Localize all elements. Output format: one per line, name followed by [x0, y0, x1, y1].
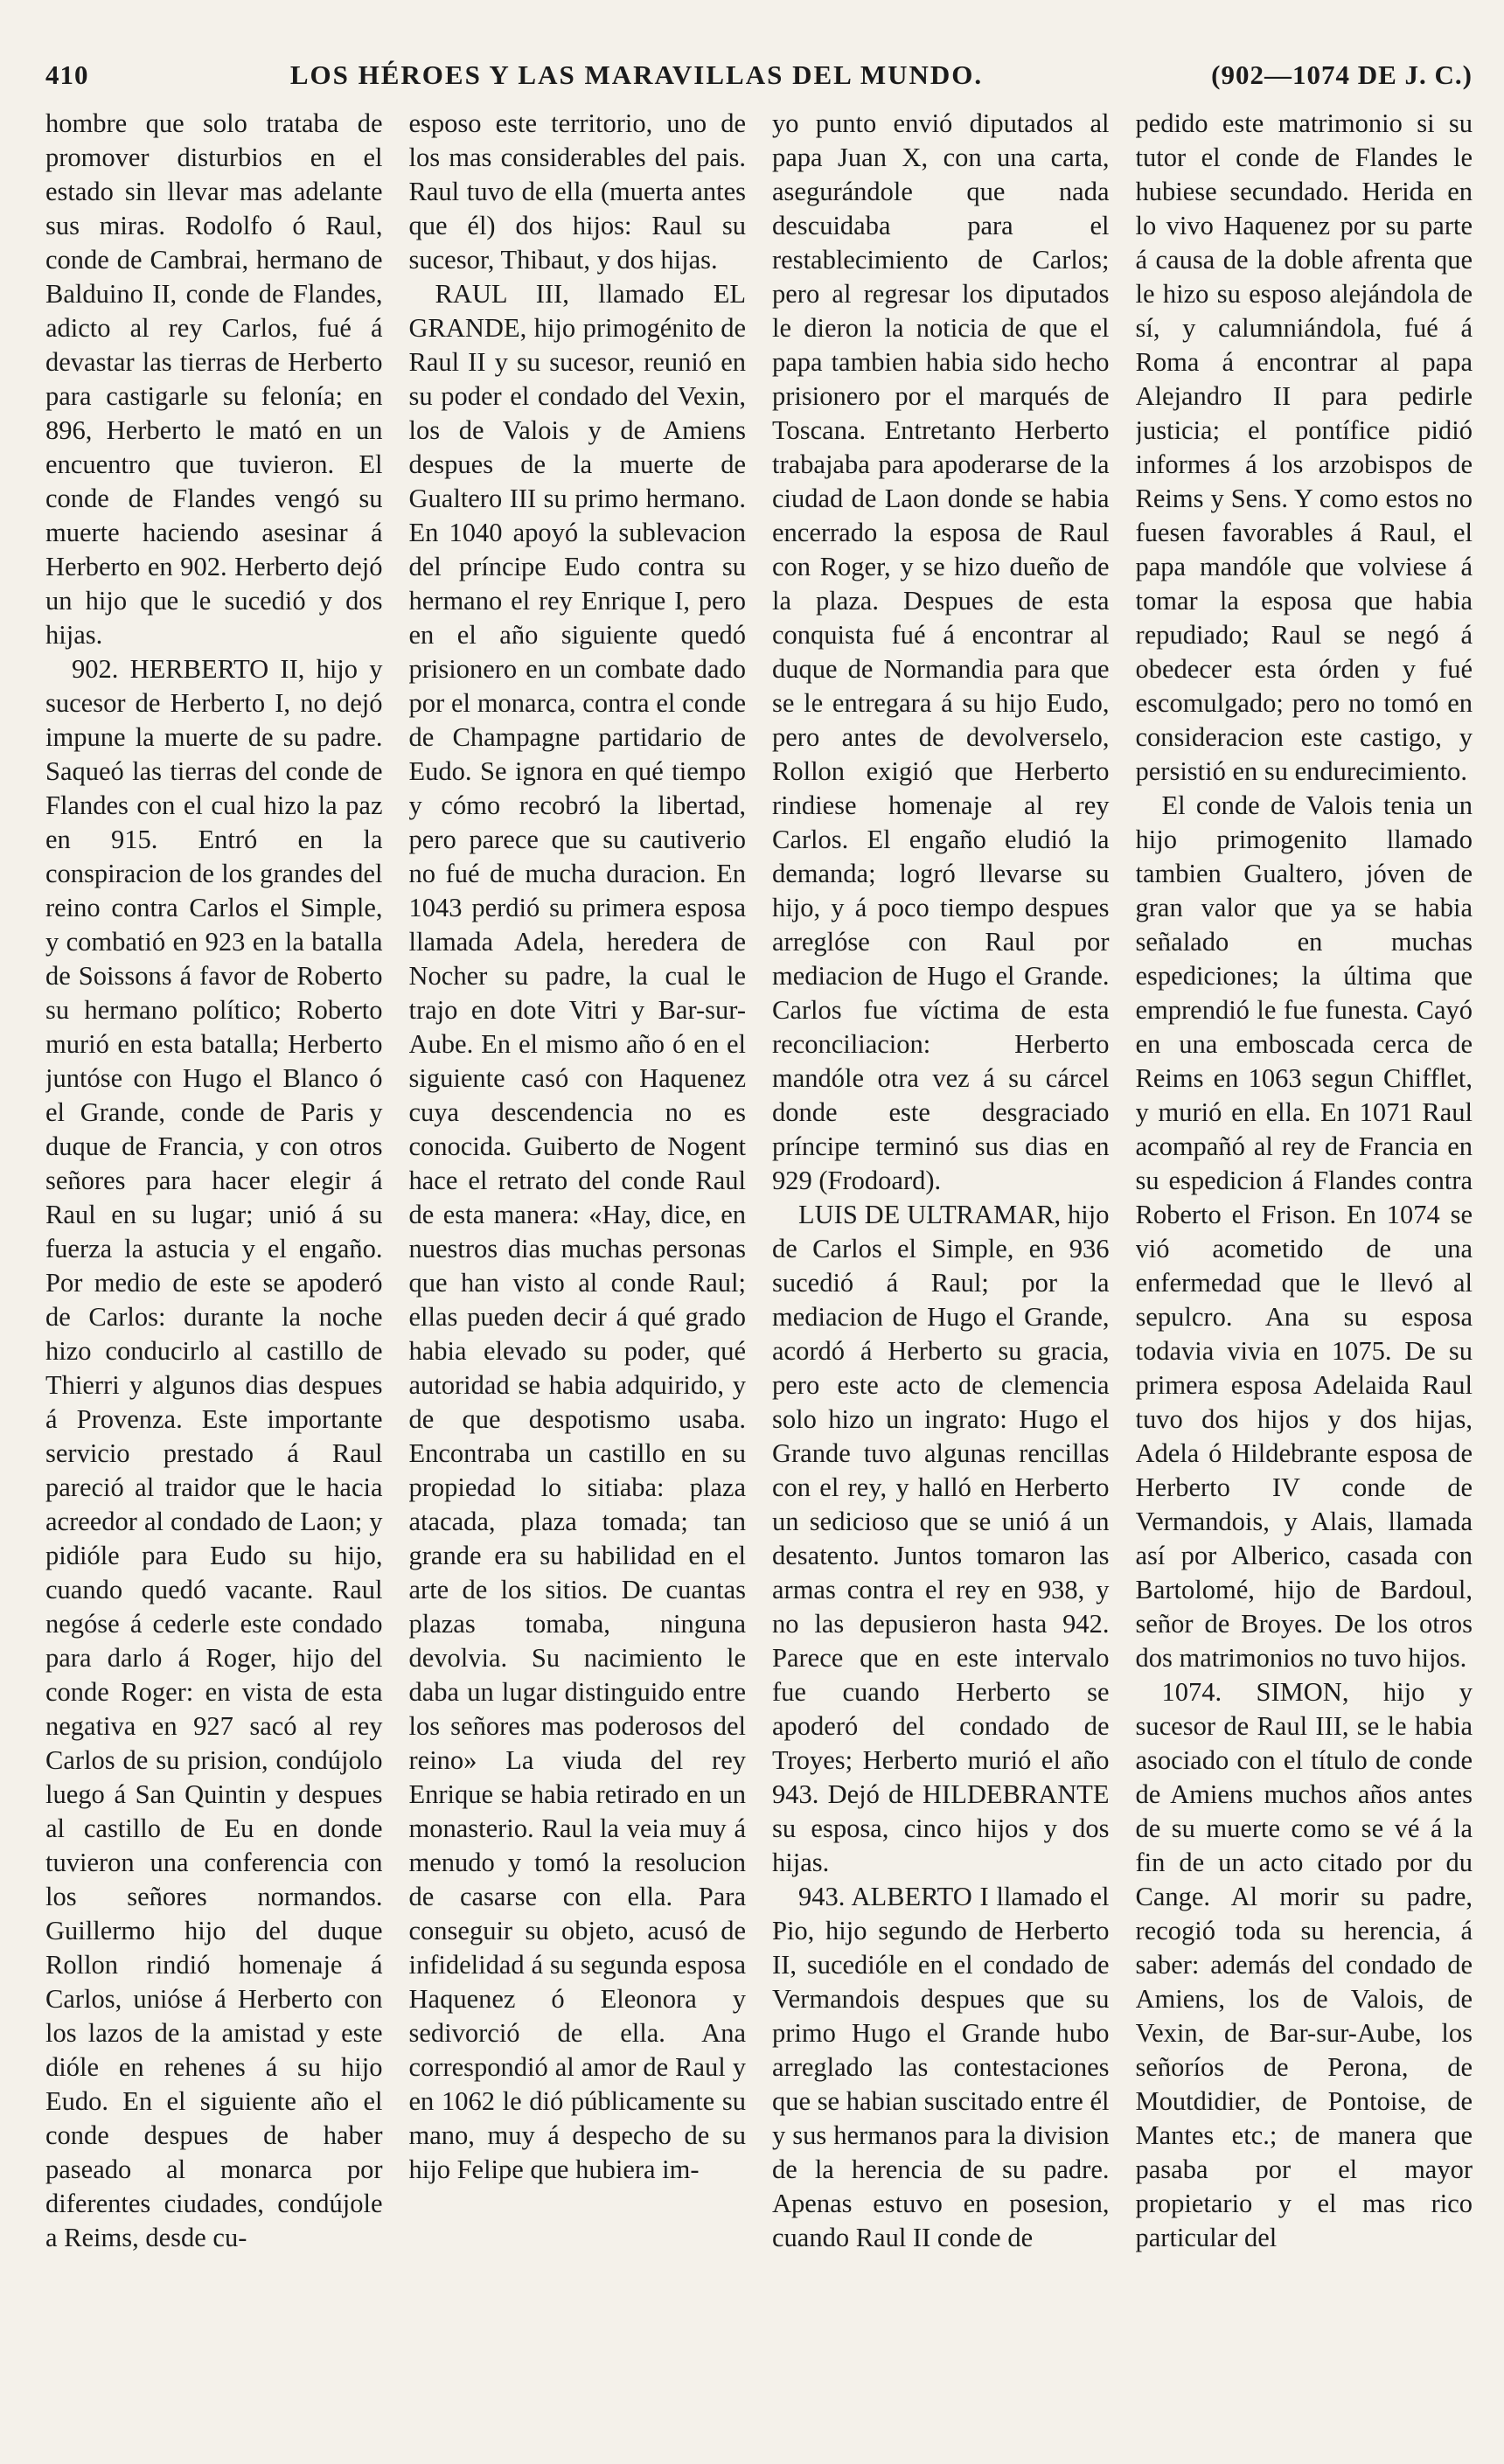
paragraph: hombre que solo trataba de promover disturbios en el estado sin llevar mas adelante sus miras. Rodolfo ó Raul, conde de Cambrai, hermano de Balduino II, conde de Flandes, adicto al rey Carlos, fué á devastar las tierras de Herberto para castigarle su felonía; en 896, Herberto le mató en un encuentro que tuvieron. El conde de Flandes vengó su muerte haciendo asesinar á Herberto en 902. Herberto dejó un hijo que le sucedió y dos hijas.	[45, 108, 383, 650]
paragraph: LUIS DE ULTRAMAR, hijo de Carlos el Simple, en 936 sucedió á Raul; por la mediacion de Hugo el Grande, acordó á Herberto su gracia, pero este acto de clemencia solo hizo un ingrato: Hugo el Grande tuvo algunas rencillas con el rey, y halló en Herberto un sedicioso que se unió á un desatento. Juntos tomaron las armas contra el rey en 938, y no las depusieron hasta 942. Parece que en este intervalo fue cuando Herberto se apoderó del condado de Troyes; Herberto murió el año 943. Dejó de HILDEBRANTE su esposa, cinco hijos y dos hijas.	[772, 1200, 1110, 1877]
date-range: (902—1074 DE J. C.)	[1211, 59, 1473, 90]
text-columns	[45, 107, 1473, 2433]
paragraph: pedido este matrimonio si su tutor el conde de Flandes le hubiese secundado. Herida en lo vivo Haquenez por su parte á causa de la doble afrenta que le hizo su esposo alejándola de sí, y calumniándola, fué á Roma á encontrar al papa Alejandro II para pedirle justicia; el pontífice pidió informes á los arzobispos de Reims y Sens. Y como estos no fuesen favorables á Raul, el papa mandóle que volviese á tomar la esposa que habia repudiado; Raul se negó á obedecer esta órden y fué escomulgado; pero no tomó en consideracion este castigo, y persistió en su endurecimiento.	[1135, 108, 1473, 786]
column-4	[1136, 107, 1473, 2433]
running-title: LOS HÉROES Y LAS MARAVILLAS DEL MUNDO.	[289, 59, 984, 90]
paragraph: El conde de Valois tenia un hijo primogenito llamado tambien Gualtero, jóven de gran valor que ya se habia señalado en muchas espediciones; la última que emprendió le fue funesta. Cayó en una emboscada cerca de Reims en 1063 segun Chifflet, y murió en ella. En 1071 Raul acompañó al rey de Francia en su espedicion á Flandes contra Roberto el Frison. En 1074 se vió acometido de una enfermedad que le llevó al sepulcro. Ana su esposa todavia vivia en 1075. De su primera esposa Adelaida Raul tuvo dos hijos y dos hijas, Adela ó Hildebrante esposa de Herberto IV conde de Vermandois, y Alais, llamada así por Alberico, casada con Bartolomé, hijo de Bardoul, señor de Broyes. De los otros dos matrimonios no tuvo hijos.	[1135, 790, 1473, 1673]
paragraph: 902. HERBERTO II, hijo y sucesor de Herberto I, no dejó impune la muerte de su padre. Saqueó las tierras del conde de Flandes con el cual hizo la paz en 915. Entró en la conspiracion de los grandes del reino contra Carlos el Simple, y combatió en 923 en la batalla de Soissons á favor de Roberto su hermano político; Roberto murió en esta batalla; Herberto juntóse con Hugo el Blanco ó el Grande, conde de Paris y duque de Francia, y con otros señores para hacer elegir á Raul en su lugar; unió á su fuerza la astucia y el engaño. Por medio de este se apoderó de Carlos: durante la noche hizo conducirlo al castillo de Thierri y algunos dias despues á Provenza. Este importante servicio prestado á Raul pareció al traidor que le hacia acreedor al condado de Laon; y pidióle para Eudo su hijo, cuando quedó vacante. Raul negóse á cederle este condado para darlo á Roger, hijo del conde Roger: en vista de esta negativa en 927 sacó al rey Carlos de su prision, condújolo luego á San Quintin y despues al castillo de Eu en donde tuvieron una conferencia con los señores normandos. Guillermo hijo del duque Rollon rindió homenaje á Carlos, unióse á Herberto con los lazos de la amistad y este dióle en rehenes á su hijo Eudo. En el siguiente año el conde despues de haber paseado al monarca por diferentes ciudades, condújole a Reims, desde cu-	[45, 654, 383, 2252]
paragraph: 943. ALBERTO I llamado el Pio, hijo segundo de Herberto II, sucedióle en el condado de Vermandois despues que su primo Hugo el Grande hubo arreglado las contestaciones que se habian suscitado entre él y sus hermanos para la division de la herencia de su padre. Apenas estuvo en posesion, cuando Raul II conde de	[772, 1882, 1110, 2252]
paragraph: yo punto envió diputados al papa Juan X, con una carta, asegurándole que nada descuidaba para el restablecimiento de Carlos; pero al regresar los diputados le dieron la noticia de que el papa tambien habia sido hecho prisionero por el marqués de Toscana. Entretanto Herberto trabajaba para apoderarse de la ciudad de Laon donde se habia encerrado la esposa de Raul con Roger, y se hizo dueño de la plaza. Despues de esta conquista fué á encontrar al duque de Normandia para que se le entregara á su hijo Eudo, pero antes de devolverselo, Rollon exigió que Herberto rindiese homenaje al rey Carlos. El engaño eludió la demanda; logró llevarse su hijo, y á poco tiempo despues arreglóse con Raul por mediacion de Hugo el Grande. Carlos fue víctima de esta reconciliacion: Herberto mandóle otra vez á su cárcel donde este desgraciado príncipe terminó sus dias en 929 (Frodoard).	[772, 108, 1110, 1195]
paragraph: esposo este territorio, uno de los mas considerables del pais. Raul tuvo de ella (muerta antes que él) dos hijos: Raul su sucesor, Thibaut, y dos hijas.	[408, 108, 746, 275]
paragraph: RAUL III, llamado EL GRANDE, hijo primogénito de Raul II y su sucesor, reunió en su poder el condado del Vexin, los de Valois y de Amiens despues de la muerte de Gualtero III su primo hermano. En 1040 apoyó la sublevacion del príncipe Eudo contra su hermano el rey Enrique I, pero en el año siguiente quedó prisionero en un combate dado por el monarca, contra el conde de Champagne partidario de Eudo. Se ignora en qué tiempo y cómo recobró la libertad, pero parece que su cautiverio no fué de mucha duracion. En 1043 perdió su primera esposa llamada Adela, heredera de Nocher su padre, la cual le trajo en dote Vitri y Bar-sur-Aube. En el mismo año ó en el siguiente casó con Haquenez cuya descendencia no es conocida. Guiberto de Nogent hace el retrato del conde Raul de esta manera: «Hay, dice, en nuestros dias muchas personas que han visto al conde Raul; ellas pueden decir á qué grado habia elevado su poder, qué autoridad se habia adquirido, y de que despotismo usaba. Encontraba un castillo en su propiedad lo sitiaba: plaza atacada, plaza tomada; tan grande era su habilidad en el arte de los sitios. De cuantas plazas tomaba, ninguna devolvia. Su nacimiento le daba un lugar distinguido entre los señores mas poderosos del reino» La viuda del rey Enrique se habia retirado en un monasterio. Raul la veia muy á menudo y tomó la resolucion de casarse con ella. Para conseguir su objeto, acusó de infidelidad á su segunda esposa Haquenez ó Eleonora y sedivorció de ella. Ana correspondió al amor de Raul y en 1062 le dió públicamente su mano, muy á despecho de su hijo Felipe que hubiera im-	[408, 279, 746, 2184]
page-number: 410	[45, 59, 89, 90]
column-1	[45, 107, 383, 2433]
column-2	[409, 107, 747, 2433]
paragraph: 1074. SIMON, hijo y sucesor de Raul III, se le habia asociado con el título de conde de Amiens muchos años antes de su muerte como se vé á la fin de un acto citado por du Cange. Al morir su padre, recogió toda su herencia, á saber: además del condado de Amiens, los de Valois, de Vexin, de Bar-sur-Aube, los señoríos de Perona, de Moutdidier, de Pontoise, de Mantes etc.; de manera que pasaba por el mayor propietario y el mas rico particular del	[1135, 1677, 1473, 2252]
running-header	[45, 59, 1473, 101]
column-3	[772, 107, 1110, 2433]
